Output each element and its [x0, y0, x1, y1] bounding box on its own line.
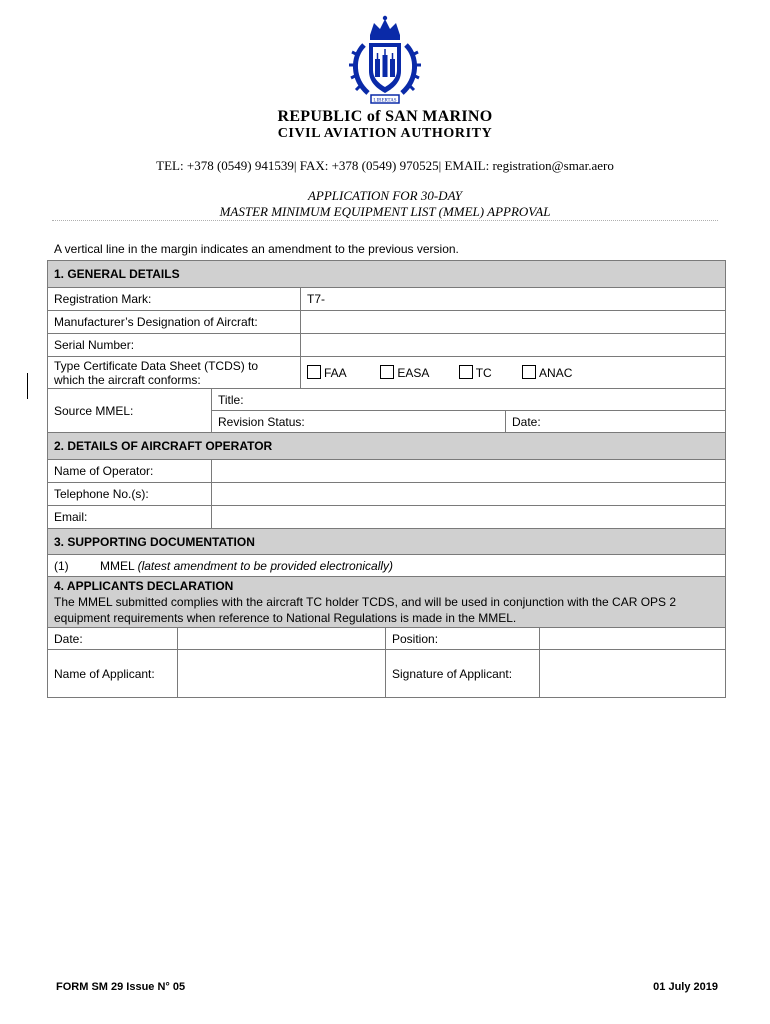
item-number: (1): [54, 558, 69, 573]
option-anac[interactable]: ANAC: [522, 365, 572, 380]
contact-line: TEL: +378 (0549) 941539| FAX: +378 (0549) 970525| EMAIL: registration@smar.aero: [156, 158, 614, 173]
checkbox-anac[interactable]: [522, 365, 536, 379]
supporting-documentation-table: [47, 528, 726, 577]
manufacturer-label: Manufacturer’s Designation of Aircraft:: [48, 311, 301, 334]
section-heading-general: 1. GENERAL DETAILS: [48, 261, 726, 288]
signature-field[interactable]: [540, 650, 726, 698]
option-faa[interactable]: FAA: [307, 365, 377, 380]
signature-label: Signature of Applicant:: [386, 650, 540, 698]
declaration-text: The MMEL submitted complies with the aircraft TC holder TCDS, and will be used in conjunction with the CAR OPS 2 equipment requirements when reference to National Regulations is made in the MMEL.: [54, 595, 677, 625]
position-label: Position:: [386, 628, 540, 650]
supporting-item-1: [48, 555, 726, 577]
serial-field[interactable]: [301, 334, 726, 357]
email-label: Email:: [48, 506, 212, 529]
header-divider: [52, 220, 718, 221]
source-title-field[interactable]: [212, 389, 726, 411]
source-date-field[interactable]: [506, 411, 726, 433]
email-field[interactable]: [212, 506, 726, 529]
section-heading-operator: 2. DETAILS OF AIRCRAFT OPERATOR: [48, 433, 726, 460]
telephone-label: Telephone No.(s):: [48, 483, 212, 506]
form-identifier: FORM SM 29 Issue N° 05: [56, 981, 186, 993]
serial-label: Serial Number:: [48, 334, 301, 357]
applicant-name-field[interactable]: [178, 650, 386, 698]
item-note: (latest amendment to be provided electronically): [137, 558, 394, 573]
checkbox-easa[interactable]: [380, 365, 394, 379]
section-heading-supporting: 3. SUPPORTING DOCUMENTATION: [48, 529, 726, 555]
option-easa[interactable]: EASA: [380, 365, 455, 380]
registration-label: Registration Mark:: [48, 288, 301, 311]
tcds-options: [301, 357, 726, 389]
section-heading-declaration: 4. APPLICANTS DECLARATION: [54, 579, 234, 593]
registration-field[interactable]: T7-: [301, 288, 726, 311]
amendment-margin-bar: [27, 373, 28, 399]
date-label: Date:: [512, 414, 541, 429]
form-title-line2: MASTER MINIMUM EQUIPMENT LIST (MMEL) APPROVAL: [219, 204, 551, 219]
tcds-label-line1: Type Certificate Data Sheet (TCDS) to: [54, 358, 259, 373]
checkbox-tc[interactable]: [459, 365, 473, 379]
issue-date: 01 July 2019: [653, 981, 718, 993]
operator-name-label: Name of Operator:: [48, 460, 212, 483]
organization-name: REPUBLIC of SAN MARINO: [277, 108, 493, 125]
tcds-label: [48, 357, 301, 389]
general-details-table: [47, 260, 726, 433]
operator-details-table: [47, 432, 726, 529]
revision-status-field[interactable]: [212, 411, 506, 433]
telephone-field[interactable]: [212, 483, 726, 506]
declaration-date-field[interactable]: [178, 628, 386, 650]
revision-label: Revision Status:: [218, 414, 305, 429]
authority-name: CIVIL AVIATION AUTHORITY: [277, 126, 493, 141]
operator-name-field[interactable]: [212, 460, 726, 483]
declaration-block: [48, 577, 726, 628]
declaration-table: [47, 576, 726, 698]
title-label: Title:: [218, 392, 244, 407]
position-field[interactable]: [540, 628, 726, 650]
declaration-date-label: Date:: [48, 628, 178, 650]
tcds-label-line2: which the aircraft conforms:: [54, 372, 201, 387]
amendment-note: A vertical line in the margin indicates an amendment to the previous version.: [54, 242, 459, 256]
motto-text: LIBERTAS: [373, 98, 397, 104]
applicant-name-label: Name of Applicant:: [48, 650, 178, 698]
form-title-line1: APPLICATION FOR 30-DAY: [307, 188, 463, 203]
option-tc[interactable]: TC: [459, 365, 519, 380]
san-marino-crest-logo: [346, 15, 424, 107]
checkbox-faa[interactable]: [307, 365, 321, 379]
source-mmel-label: Source MMEL:: [48, 389, 212, 433]
manufacturer-field[interactable]: [301, 311, 726, 334]
item-text: MMEL: [100, 558, 135, 573]
